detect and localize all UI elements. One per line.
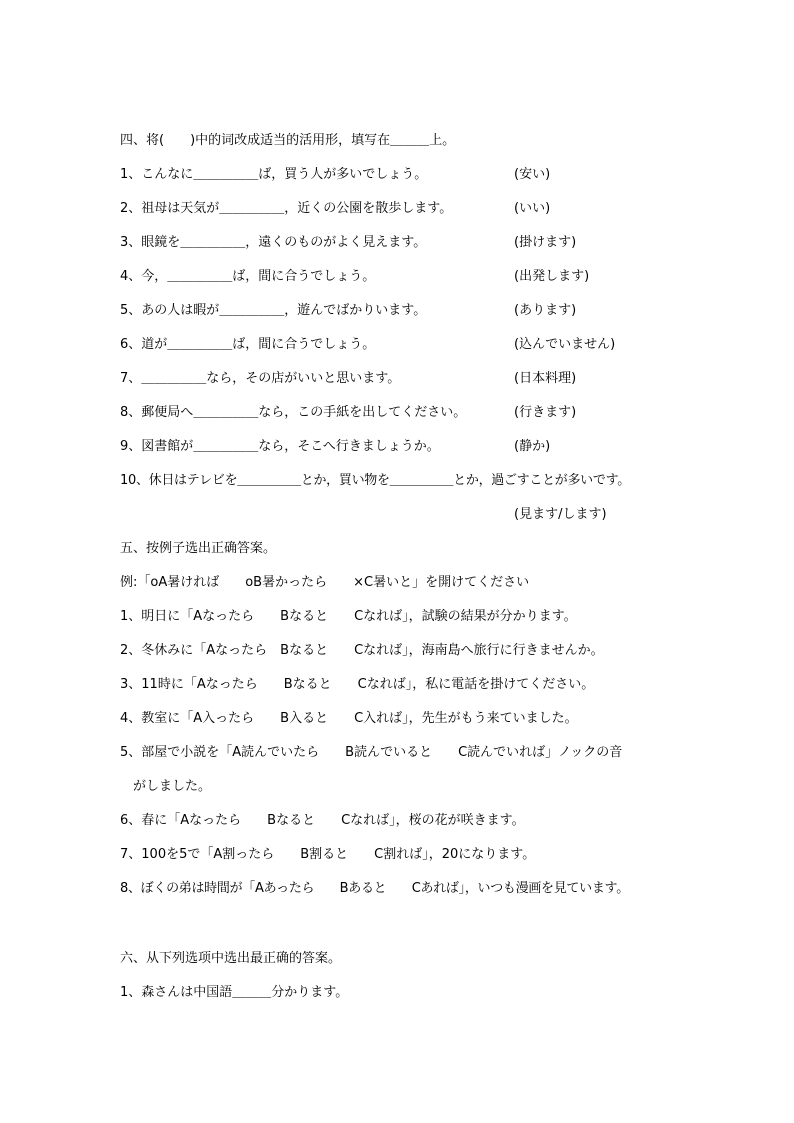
section4-item-7: 7、＿＿＿＿＿なら，その店がいいと思います。 xyxy=(120,371,401,386)
section5-item-1: 1、明日に「Aなったら Bなると Cなれば」，試験の結果が分かります。 xyxy=(120,609,577,624)
section4-hint-10: (見ます/します) xyxy=(514,507,607,522)
section5-item-7: 7、100を5で「A割ったら B割ると C割れば」，20になります。 xyxy=(120,847,536,862)
section4-item-8: 8、郵便局へ＿＿＿＿＿なら，この手紙を出してください。 xyxy=(120,405,467,420)
section4-item-4: 4、今，＿＿＿＿＿ば，間に合うでしょう。 xyxy=(120,269,376,284)
section6-item-1: 1、森さんは中国語＿＿＿分かります。 xyxy=(120,985,349,1000)
section5-item-4: 4、教室に「A入ったら B入ると C入れば」，先生がもう来ていました。 xyxy=(120,711,578,726)
section5-item-6: 6、春に「Aなったら Bなると Cなれば」，桜の花が咲きます。 xyxy=(120,813,525,828)
section4-item-6: 6、道が＿＿＿＿＿ば，間に合うでしょう。 xyxy=(120,337,376,352)
section4-item-1: 1、こんなに＿＿＿＿＿ば，買う人が多いでしょう。 xyxy=(120,167,428,182)
section4-item-9: 9、図書館が＿＿＿＿＿なら，そこへ行きましょうか。 xyxy=(120,439,440,454)
section6-heading: 六、从下列选项中选出最正确的答案。 xyxy=(120,951,342,966)
section4-heading: 四、将( )中的词改成适当的活用形，填写在＿＿＿上。 xyxy=(120,133,456,148)
section5-heading: 五、按例子选出正确答案。 xyxy=(120,541,277,556)
section4-hint-6: (込んでいません) xyxy=(514,337,616,352)
section4-hint-2: (いい) xyxy=(514,201,551,216)
section4-item-5: 5、あの人は暇が＿＿＿＿＿，遊んでばかりいます。 xyxy=(120,303,427,318)
section4-hint-3: (掛けます) xyxy=(514,235,577,250)
section4-hint-7: (日本料理) xyxy=(514,371,577,386)
section5-example: 例:「oA暑ければ oB暑かったら ×C暑いと」を開けてください xyxy=(120,575,530,590)
section4-item-2: 2、祖母は天気が＿＿＿＿＿，近くの公園を散歩します。 xyxy=(120,201,453,216)
section4-hint-5: (あります) xyxy=(514,303,577,318)
section4-hint-4: (出発します) xyxy=(514,269,590,284)
section5-item-5-continued: がしました。 xyxy=(120,779,212,794)
section5-item-5: 5、部屋で小説を「A読んでいたら B読んでいると C読んでいれば」ノックの音 xyxy=(120,745,623,760)
section4-item-10: 10、休日はテレビを＿＿＿＿＿とか，買い物を＿＿＿＿＿とか，過ごすことが多いです。 xyxy=(120,473,630,488)
section5-item-2: 2、冬休みに「Aなったら Bなると Cなれば」，海南島へ旅行に行きませんか。 xyxy=(120,643,604,658)
section4-item-3: 3、眼鏡を＿＿＿＿＿，遠くのものがよく見えます。 xyxy=(120,235,427,250)
section5-item-3: 3、11時に「Aなったら Bなると Cなれば」，私に電話を掛けてください。 xyxy=(120,677,595,692)
section4-hint-1: (安い) xyxy=(514,167,551,182)
section5-item-8: 8、ぼくの弟は時間が「Aあったら Bあると Cあれば」，いつも漫画を見ています。 xyxy=(120,881,629,896)
section4-hint-8: (行きます) xyxy=(514,405,577,420)
section4-hint-9: (静か) xyxy=(514,439,551,454)
